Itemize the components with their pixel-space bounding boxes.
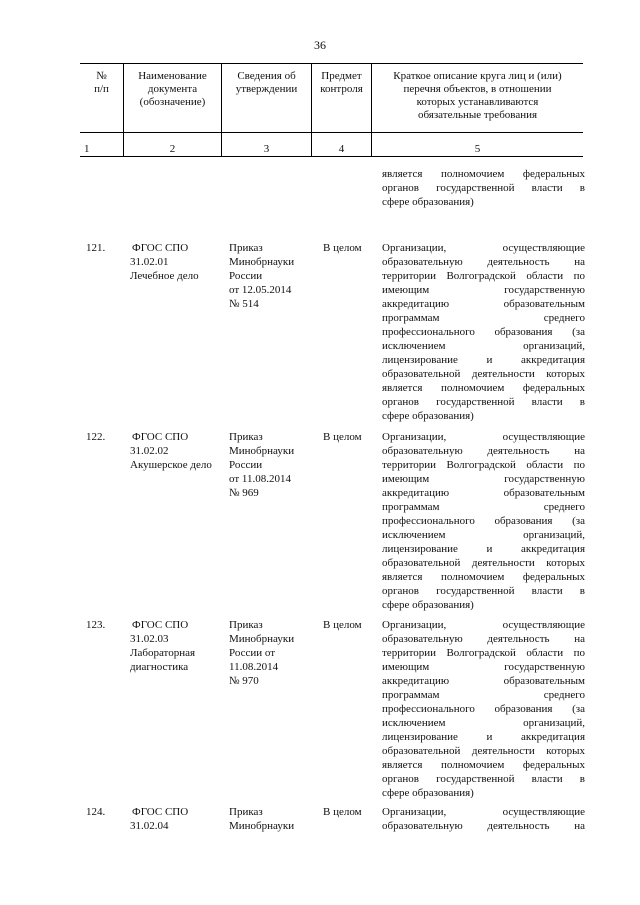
document-line: Лечебное дело bbox=[130, 270, 199, 282]
document-line: Лабораторная bbox=[130, 647, 196, 659]
approval-line: № 969 bbox=[229, 487, 259, 499]
description-line: имеющим государственную bbox=[382, 284, 585, 296]
description-line: территории Волгоградской области по bbox=[382, 459, 585, 471]
document-line: ФГОС СПО bbox=[132, 431, 189, 443]
approval-line: России от bbox=[229, 647, 276, 659]
document-line: ФГОС СПО bbox=[132, 619, 189, 631]
row-number: 124. bbox=[86, 806, 106, 818]
approval-line: Приказ bbox=[229, 431, 263, 443]
control-subject: В целом bbox=[323, 431, 362, 443]
description-line: является полномочием федеральных bbox=[382, 571, 585, 583]
description-line: имеющим государственную bbox=[382, 661, 585, 673]
description-line: является полномочием федеральных bbox=[382, 382, 585, 394]
header-line: утверждении bbox=[235, 83, 298, 95]
header-cell-1 bbox=[80, 70, 123, 96]
row-number: 123. bbox=[86, 619, 106, 631]
header-cell-2 bbox=[124, 70, 221, 109]
document-line: диагностика bbox=[130, 661, 189, 673]
description-line: профессионального образования (за bbox=[382, 703, 585, 715]
description-line: территории Волгоградской области по bbox=[382, 270, 585, 282]
column-number-5: 5 bbox=[474, 143, 481, 155]
description-line: является полномочием федеральных bbox=[382, 168, 585, 180]
description-line: имеющим государственную bbox=[382, 473, 585, 485]
row-number: 122. bbox=[86, 431, 106, 443]
header-line: № bbox=[96, 70, 107, 82]
control-subject: В целом bbox=[323, 806, 362, 818]
approval-line: Приказ bbox=[229, 242, 263, 254]
description-line: территории Волгоградской области по bbox=[382, 647, 585, 659]
document-line: 31.02.03 bbox=[130, 633, 169, 645]
header-line: Краткое описание круга лиц и (или) bbox=[393, 70, 562, 82]
page-number: 36 bbox=[314, 38, 326, 52]
description-line: органов государственной власти в bbox=[382, 182, 585, 194]
description-line: профессионального образования (за bbox=[382, 515, 585, 527]
description-line: Организации, осуществляющие bbox=[382, 242, 585, 254]
header-line: п/п bbox=[94, 83, 109, 95]
approval-line: Минобрнауки bbox=[229, 820, 295, 832]
approval-line: России bbox=[229, 270, 263, 282]
description-line: органов государственной власти в bbox=[382, 396, 585, 408]
description-line: Организации, осуществляющие bbox=[382, 431, 585, 443]
approval-line: России bbox=[229, 459, 263, 471]
approval-line: от 12.05.2014 bbox=[229, 284, 292, 296]
approval-line: Приказ bbox=[229, 806, 263, 818]
document-line: 31.02.01 bbox=[130, 256, 169, 268]
description-line: исключением организаций, bbox=[382, 717, 585, 729]
description-line: исключением организаций, bbox=[382, 529, 585, 541]
approval-line: от 11.08.2014 bbox=[229, 473, 292, 485]
description-line: программам среднего bbox=[382, 689, 585, 701]
description-line: лицензирование и аккредитация bbox=[382, 543, 585, 555]
header-cell-5 bbox=[372, 70, 583, 122]
header-line: которых устанавливаются bbox=[416, 96, 539, 108]
description-line: программам среднего bbox=[382, 312, 585, 324]
description-line: лицензирование и аккредитация bbox=[382, 731, 585, 743]
column-number-1: 1 bbox=[84, 143, 90, 155]
description-line: лицензирование и аккредитация bbox=[382, 354, 585, 366]
header-line: (обозначение) bbox=[139, 96, 206, 108]
header-line: контроля bbox=[320, 83, 363, 95]
header-line: Предмет bbox=[321, 70, 362, 82]
approval-line: Минобрнауки bbox=[229, 445, 295, 457]
description-line: образовательной деятельности которых bbox=[382, 745, 585, 757]
document-line: ФГОС СПО bbox=[132, 806, 189, 818]
header-cell-3 bbox=[222, 70, 311, 96]
approval-line: Приказ bbox=[229, 619, 263, 631]
approval-line: № 514 bbox=[229, 298, 259, 310]
control-subject: В целом bbox=[323, 242, 362, 254]
control-subject: В целом bbox=[323, 619, 362, 631]
document-line: Акушерское дело bbox=[130, 459, 212, 471]
approval-line: Минобрнауки bbox=[229, 633, 295, 645]
document-line: ФГОС СПО bbox=[132, 242, 189, 254]
approval-line: 11.08.2014 bbox=[229, 661, 279, 673]
description-line: образовательной деятельности которых bbox=[382, 557, 585, 569]
description-line: образовательную деятельность на bbox=[382, 256, 585, 268]
description-line: образовательную деятельность на bbox=[382, 633, 585, 645]
document-line: 31.02.04 bbox=[130, 820, 169, 832]
description-line: аккредитацию образовательным bbox=[382, 298, 585, 310]
approval-line: № 970 bbox=[229, 675, 259, 687]
description-line: программам среднего bbox=[382, 501, 585, 513]
description-line: органов государственной власти в bbox=[382, 585, 585, 597]
table-top-rule bbox=[80, 63, 583, 64]
description-line: аккредитацию образовательным bbox=[382, 487, 585, 499]
description-line: образовательную деятельность на bbox=[382, 820, 585, 832]
row-number: 121. bbox=[86, 242, 106, 254]
description-line: сфере образования) bbox=[382, 410, 474, 422]
header-line: Сведения об bbox=[237, 70, 296, 82]
column-number-3: 3 bbox=[263, 143, 270, 155]
description-line: аккредитацию образовательным bbox=[382, 675, 585, 687]
header-line: обязательные требования bbox=[417, 109, 538, 121]
description-line: Организации, осуществляющие bbox=[382, 806, 585, 818]
table-header-rule bbox=[80, 132, 583, 133]
description-line: сфере образования) bbox=[382, 787, 474, 799]
column-number-4: 4 bbox=[338, 143, 345, 155]
table-colnum-rule bbox=[80, 156, 583, 157]
description-line: профессионального образования (за bbox=[382, 326, 585, 338]
header-cell-4 bbox=[312, 70, 371, 96]
header-line: документа bbox=[147, 83, 198, 95]
description-line: исключением организаций, bbox=[382, 340, 585, 352]
header-line: перечня объектов, в отношении bbox=[403, 83, 552, 95]
document-line: 31.02.02 bbox=[130, 445, 169, 457]
description-line: является полномочием федеральных bbox=[382, 759, 585, 771]
header-line: Наименование bbox=[138, 70, 207, 82]
description-line: сфере образования) bbox=[382, 599, 474, 611]
description-line: органов государственной власти в bbox=[382, 773, 585, 785]
description-line: Организации, осуществляющие bbox=[382, 619, 585, 631]
column-number-2: 2 bbox=[169, 143, 176, 155]
approval-line: Минобрнауки bbox=[229, 256, 295, 268]
description-line: образовательной деятельности которых bbox=[382, 368, 585, 380]
description-line: образовательную деятельность на bbox=[382, 445, 585, 457]
description-line: сфере образования) bbox=[382, 196, 474, 208]
